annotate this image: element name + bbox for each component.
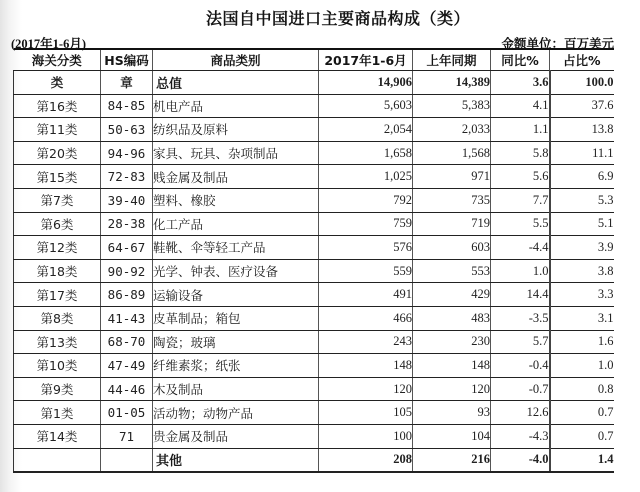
cell-previous: 719 bbox=[413, 212, 491, 236]
cell-yoy: -0.4 bbox=[491, 354, 550, 378]
cell-share: 11.1 bbox=[550, 141, 614, 165]
cell-yoy: 3.6 bbox=[491, 71, 550, 95]
table-row bbox=[14, 259, 614, 283]
cell-name: 贱金属及制品 bbox=[153, 165, 319, 189]
cell-previous: 104 bbox=[413, 424, 491, 448]
total-row bbox=[14, 71, 614, 95]
cell-current: 5,603 bbox=[319, 94, 413, 118]
cell-yoy: 4.1 bbox=[491, 94, 550, 118]
cell-class: 第18类 bbox=[14, 259, 101, 283]
cell-hs: 86-89 bbox=[101, 283, 153, 307]
cell-name: 光学、钟表、医疗设备 bbox=[153, 259, 319, 283]
cell-name: 陶瓷；玻璃 bbox=[153, 330, 319, 354]
cell-previous: 14,389 bbox=[413, 71, 491, 95]
cell-name: 化工产品 bbox=[153, 212, 319, 236]
cell-share: 0.7 bbox=[550, 401, 614, 425]
cell-share: 1.0 bbox=[550, 354, 614, 378]
table-row bbox=[14, 165, 614, 189]
cell-class: 第6类 bbox=[14, 212, 101, 236]
cell-share: 3.1 bbox=[550, 306, 614, 330]
cell-hs: 章 bbox=[101, 71, 153, 95]
cell-name: 塑料、橡胶 bbox=[153, 188, 319, 212]
cell-previous: 230 bbox=[413, 330, 491, 354]
table-header-row bbox=[14, 49, 614, 71]
cell-current: 105 bbox=[319, 401, 413, 425]
cell-name: 其他 bbox=[153, 448, 319, 472]
cell-previous: 93 bbox=[413, 401, 491, 425]
table-row bbox=[14, 188, 614, 212]
cell-name: 鞋靴、伞等轻工产品 bbox=[153, 236, 319, 260]
cell-class: 类 bbox=[14, 71, 101, 95]
cell-class: 第20类 bbox=[14, 141, 101, 165]
table-row bbox=[14, 401, 614, 425]
header-product-category: 商品类别 bbox=[153, 49, 319, 71]
cell-share: 6.9 bbox=[550, 165, 614, 189]
cell-name: 纺织品及原料 bbox=[153, 118, 319, 142]
cell-current: 148 bbox=[319, 354, 413, 378]
cell-class: 第13类 bbox=[14, 330, 101, 354]
table-row bbox=[14, 424, 614, 448]
cell-yoy: 1.1 bbox=[491, 118, 550, 142]
header-hs-code: HS编码 bbox=[101, 49, 153, 71]
cell-name: 运输设备 bbox=[153, 283, 319, 307]
cell-hs: 90-92 bbox=[101, 259, 153, 283]
cell-class: 第8类 bbox=[14, 306, 101, 330]
cell-previous: 603 bbox=[413, 236, 491, 260]
cell-previous: 148 bbox=[413, 354, 491, 378]
cell-class: 第7类 bbox=[14, 188, 101, 212]
cell-share: 1.6 bbox=[550, 330, 614, 354]
cell-yoy: 7.7 bbox=[491, 188, 550, 212]
cell-yoy: -0.7 bbox=[491, 377, 550, 401]
cell-current: 243 bbox=[319, 330, 413, 354]
cell-current: 14,906 bbox=[319, 71, 413, 95]
cell-share: 100.0 bbox=[550, 71, 614, 95]
cell-yoy: -3.5 bbox=[491, 306, 550, 330]
cell-previous: 216 bbox=[413, 448, 491, 472]
cell-yoy: -4.4 bbox=[491, 236, 550, 260]
header-prev-year: 上年同期 bbox=[413, 49, 491, 71]
cell-previous: 971 bbox=[413, 165, 491, 189]
header-customs-class: 海关分类 bbox=[14, 49, 101, 71]
table-row bbox=[14, 330, 614, 354]
cell-class: 第11类 bbox=[14, 118, 101, 142]
cell-share: 3.9 bbox=[550, 236, 614, 260]
period-label: (2017年1-6月) bbox=[11, 37, 86, 51]
cell-share: 0.8 bbox=[550, 377, 614, 401]
cell-hs bbox=[101, 448, 153, 472]
cell-yoy: 14.4 bbox=[491, 283, 550, 307]
cell-name: 贵金属及制品 bbox=[153, 424, 319, 448]
cell-current: 491 bbox=[319, 283, 413, 307]
cell-share: 3.3 bbox=[550, 283, 614, 307]
cell-previous: 5,383 bbox=[413, 94, 491, 118]
cell-name: 活动物；动物产品 bbox=[153, 401, 319, 425]
unit-label: 金额单位：百万美元 bbox=[501, 36, 614, 51]
table-row bbox=[14, 306, 614, 330]
cell-name: 皮革制品；箱包 bbox=[153, 306, 319, 330]
cell-previous: 429 bbox=[413, 283, 491, 307]
cell-current: 120 bbox=[319, 377, 413, 401]
table-row bbox=[14, 118, 614, 142]
cell-current: 466 bbox=[319, 306, 413, 330]
cell-hs: 94-96 bbox=[101, 141, 153, 165]
table-row bbox=[14, 283, 614, 307]
cell-hs: 84-85 bbox=[101, 94, 153, 118]
cell-previous: 1,568 bbox=[413, 141, 491, 165]
cell-hs: 50-63 bbox=[101, 118, 153, 142]
header-2017-h1: 2017年1-6月 bbox=[319, 49, 413, 71]
cell-hs: 41-43 bbox=[101, 306, 153, 330]
cell-hs: 01-05 bbox=[101, 401, 153, 425]
import-composition-table bbox=[13, 48, 614, 473]
cell-hs: 72-83 bbox=[101, 165, 153, 189]
cell-share: 13.8 bbox=[550, 118, 614, 142]
cell-yoy: 5.5 bbox=[491, 212, 550, 236]
cell-previous: 735 bbox=[413, 188, 491, 212]
cell-yoy: 5.7 bbox=[491, 330, 550, 354]
cell-previous: 2,033 bbox=[413, 118, 491, 142]
cell-hs: 39-40 bbox=[101, 188, 153, 212]
cell-yoy: -4.3 bbox=[491, 424, 550, 448]
cell-share: 0.7 bbox=[550, 424, 614, 448]
cell-current: 1,025 bbox=[319, 165, 413, 189]
cell-share: 5.1 bbox=[550, 212, 614, 236]
table-row bbox=[14, 94, 614, 118]
cell-class: 第15类 bbox=[14, 165, 101, 189]
cell-hs: 28-38 bbox=[101, 212, 153, 236]
cell-name: 总值 bbox=[153, 71, 319, 95]
cell-previous: 483 bbox=[413, 306, 491, 330]
cell-name: 机电产品 bbox=[153, 94, 319, 118]
cell-current: 559 bbox=[319, 259, 413, 283]
cell-hs: 44-46 bbox=[101, 377, 153, 401]
table-row bbox=[14, 141, 614, 165]
table-row bbox=[14, 236, 614, 260]
cell-class: 第14类 bbox=[14, 424, 101, 448]
cell-name: 木及制品 bbox=[153, 377, 319, 401]
cell-current: 576 bbox=[319, 236, 413, 260]
cell-yoy: 5.6 bbox=[491, 165, 550, 189]
header-yoy: 同比% bbox=[491, 49, 550, 71]
cell-class: 第17类 bbox=[14, 283, 101, 307]
page-title: 法国自中国进口主要商品构成（类） bbox=[205, 9, 470, 28]
cell-hs: 68-70 bbox=[101, 330, 153, 354]
table-row bbox=[14, 377, 614, 401]
cell-class: 第12类 bbox=[14, 236, 101, 260]
cell-class: 第10类 bbox=[14, 354, 101, 378]
cell-yoy: 12.6 bbox=[491, 401, 550, 425]
cell-share: 3.8 bbox=[550, 259, 614, 283]
cell-current: 792 bbox=[319, 188, 413, 212]
cell-yoy: -4.0 bbox=[491, 448, 550, 472]
cell-current: 2,054 bbox=[319, 118, 413, 142]
header-share: 占比% bbox=[550, 49, 614, 71]
cell-class: 第1类 bbox=[14, 401, 101, 425]
cell-previous: 553 bbox=[413, 259, 491, 283]
cell-class: 第16类 bbox=[14, 94, 101, 118]
cell-class bbox=[14, 448, 101, 472]
cell-current: 759 bbox=[319, 212, 413, 236]
cell-hs: 47-49 bbox=[101, 354, 153, 378]
cell-yoy: 5.8 bbox=[491, 141, 550, 165]
table-row bbox=[14, 354, 614, 378]
cell-name: 纤维素浆；纸张 bbox=[153, 354, 319, 378]
cell-class: 第9类 bbox=[14, 377, 101, 401]
cell-hs: 64-67 bbox=[101, 236, 153, 260]
cell-previous: 120 bbox=[413, 377, 491, 401]
cell-yoy: 1.0 bbox=[491, 259, 550, 283]
cell-share: 1.4 bbox=[550, 448, 614, 472]
cell-share: 5.3 bbox=[550, 188, 614, 212]
cell-current: 208 bbox=[319, 448, 413, 472]
cell-current: 100 bbox=[319, 424, 413, 448]
table-row bbox=[14, 212, 614, 236]
cell-share: 37.6 bbox=[550, 94, 614, 118]
other-row bbox=[14, 448, 614, 472]
cell-hs: 71 bbox=[101, 424, 153, 448]
cell-current: 1,658 bbox=[319, 141, 413, 165]
cell-name: 家具、玩具、杂项制品 bbox=[153, 141, 319, 165]
